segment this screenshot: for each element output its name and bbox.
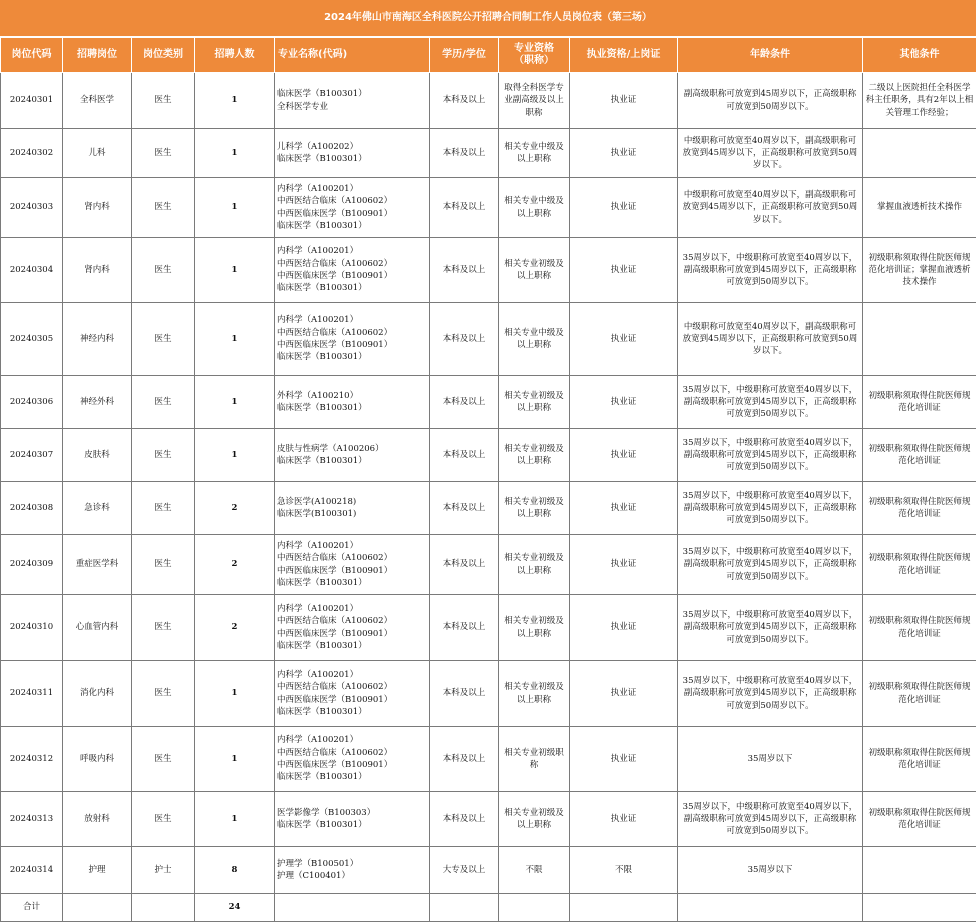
cell-other: 初级职称须取得住院医师规范化培训证 bbox=[863, 727, 976, 792]
cell-post: 全科医学 bbox=[63, 73, 132, 129]
cell-license: 执业证 bbox=[570, 73, 678, 129]
cell-major: 急诊医学(A100218) 临床医学(B100301) bbox=[275, 482, 430, 535]
cell-major: 内科学（A100201） 中西医结合临床（A100602） 中西医临床医学（B100901） 临床医学（B100301） bbox=[275, 303, 430, 376]
total-label: 合计 bbox=[1, 894, 63, 922]
cell-license: 执业证 bbox=[570, 238, 678, 303]
cell-count: 1 bbox=[195, 661, 275, 727]
table-row bbox=[1, 727, 976, 792]
cell-category: 医生 bbox=[132, 238, 195, 303]
cell-post: 重症医学科 bbox=[63, 535, 132, 595]
cell-count: 1 bbox=[195, 727, 275, 792]
cell-category: 医生 bbox=[132, 661, 195, 727]
cell-code: 20240314 bbox=[1, 847, 63, 894]
table-row bbox=[1, 376, 976, 429]
cell-qualification: 相关专业初级及以上职称 bbox=[499, 376, 570, 429]
cell-qualification: 相关专业中级及以上职称 bbox=[499, 178, 570, 238]
cell-qualification: 取得全科医学专业副高级及以上职称 bbox=[499, 73, 570, 129]
cell-other: 掌握血液透析技术操作 bbox=[863, 178, 976, 238]
cell-age: 35周岁以下，中级职称可放宽至40周岁以下，副高级职称可放宽到45周岁以下，正高级职称可放宽到50周岁以下。 bbox=[678, 376, 863, 429]
table-title: 2024年佛山市南海区全科医院公开招聘合同制工作人员岗位表（第三场） bbox=[0, 0, 976, 37]
cell-major: 护理学（B100501） 护理（C100401） bbox=[275, 847, 430, 894]
total-empty bbox=[499, 894, 570, 922]
cell-license: 执业证 bbox=[570, 661, 678, 727]
cell-category: 医生 bbox=[132, 727, 195, 792]
cell-qualification: 相关专业中级及以上职称 bbox=[499, 303, 570, 376]
cell-code: 20240313 bbox=[1, 792, 63, 847]
cell-age: 中级职称可放宽至40周岁以下，副高级职称可放宽到45周岁以下，正高级职称可放宽到50周岁以下。 bbox=[678, 129, 863, 178]
table-row bbox=[1, 535, 976, 595]
cell-qualification: 相关专业初级职称 bbox=[499, 727, 570, 792]
cell-post: 急诊科 bbox=[63, 482, 132, 535]
cell-other bbox=[863, 129, 976, 178]
cell-post: 神经内科 bbox=[63, 303, 132, 376]
cell-post: 神经外科 bbox=[63, 376, 132, 429]
header-qualification-line2: （职称） bbox=[514, 55, 554, 66]
cell-major: 内科学（A100201） 中西医结合临床（A100602） 中西医临床医学（B100901） 临床医学（B100301） bbox=[275, 595, 430, 661]
cell-post: 放射科 bbox=[63, 792, 132, 847]
table-row bbox=[1, 429, 976, 482]
cell-count: 1 bbox=[195, 178, 275, 238]
cell-qualification: 相关专业初级及以上职称 bbox=[499, 482, 570, 535]
cell-category: 医生 bbox=[132, 129, 195, 178]
cell-other: 初级职称须取得住院医师规范化培训证 bbox=[863, 429, 976, 482]
cell-count: 1 bbox=[195, 303, 275, 376]
cell-qualification: 相关专业初级及以上职称 bbox=[499, 238, 570, 303]
table-row bbox=[1, 178, 976, 238]
table-row bbox=[1, 238, 976, 303]
cell-major: 内科学（A100201） 中西医结合临床（A100602） 中西医临床医学（B100901） 临床医学（B100301） bbox=[275, 238, 430, 303]
cell-license: 执业证 bbox=[570, 429, 678, 482]
header-code: 岗位代码 bbox=[1, 38, 63, 73]
cell-education: 本科及以上 bbox=[430, 178, 499, 238]
total-empty bbox=[678, 894, 863, 922]
cell-other bbox=[863, 847, 976, 894]
cell-post: 呼吸内科 bbox=[63, 727, 132, 792]
cell-major: 外科学（A100210） 临床医学（B100301） bbox=[275, 376, 430, 429]
cell-post: 儿科 bbox=[63, 129, 132, 178]
table-row bbox=[1, 847, 976, 894]
cell-post: 肾内科 bbox=[63, 238, 132, 303]
header-post: 招聘岗位 bbox=[63, 38, 132, 73]
header-license: 执业资格/上岗证 bbox=[570, 38, 678, 73]
cell-age: 35周岁以下，中级职称可放宽至40周岁以下，副高级职称可放宽到45周岁以下，正高级职称可放宽到50周岁以下。 bbox=[678, 429, 863, 482]
table-row bbox=[1, 482, 976, 535]
cell-major: 内科学（A100201） 中西医结合临床（A100602） 中西医临床医学（B100901） 临床医学（B100301） bbox=[275, 727, 430, 792]
header-other: 其他条件 bbox=[863, 38, 976, 73]
cell-qualification: 相关专业初级及以上职称 bbox=[499, 792, 570, 847]
cell-qualification: 相关专业初级及以上职称 bbox=[499, 535, 570, 595]
cell-license: 不限 bbox=[570, 847, 678, 894]
header-age: 年龄条件 bbox=[678, 38, 863, 73]
cell-code: 20240310 bbox=[1, 595, 63, 661]
total-empty bbox=[863, 894, 976, 922]
cell-education: 本科及以上 bbox=[430, 482, 499, 535]
cell-major: 皮肤与性病学（A100206） 临床医学（B100301） bbox=[275, 429, 430, 482]
cell-category: 医生 bbox=[132, 535, 195, 595]
header-qualification-line1: 专业资格 bbox=[514, 43, 554, 54]
cell-qualification: 相关专业初级及以上职称 bbox=[499, 429, 570, 482]
header-row bbox=[1, 38, 976, 73]
cell-age: 中级职称可放宽至40周岁以下，副高级职称可放宽到45周岁以下，正高级职称可放宽到50周岁以下。 bbox=[678, 178, 863, 238]
cell-category: 医生 bbox=[132, 792, 195, 847]
cell-age: 中级职称可放宽至40周岁以下，副高级职称可放宽到45周岁以下，正高级职称可放宽到50周岁以下。 bbox=[678, 303, 863, 376]
cell-license: 执业证 bbox=[570, 129, 678, 178]
cell-education: 本科及以上 bbox=[430, 129, 499, 178]
cell-qualification: 相关专业初级及以上职称 bbox=[499, 661, 570, 727]
cell-age: 35周岁以下 bbox=[678, 727, 863, 792]
total-row bbox=[1, 894, 976, 922]
cell-license: 执业证 bbox=[570, 303, 678, 376]
table-row bbox=[1, 303, 976, 376]
cell-qualification: 相关专业中级及以上职称 bbox=[499, 129, 570, 178]
cell-license: 执业证 bbox=[570, 595, 678, 661]
cell-education: 本科及以上 bbox=[430, 238, 499, 303]
total-empty bbox=[275, 894, 430, 922]
total-empty bbox=[132, 894, 195, 922]
cell-license: 执业证 bbox=[570, 535, 678, 595]
cell-count: 1 bbox=[195, 238, 275, 303]
cell-category: 医生 bbox=[132, 482, 195, 535]
cell-age: 35周岁以下，中级职称可放宽至40周岁以下，副高级职称可放宽到45周岁以下，正高级职称可放宽到50周岁以下。 bbox=[678, 661, 863, 727]
cell-age: 35周岁以下 bbox=[678, 847, 863, 894]
cell-category: 医生 bbox=[132, 73, 195, 129]
header-count: 招聘人数 bbox=[195, 38, 275, 73]
cell-education: 本科及以上 bbox=[430, 376, 499, 429]
cell-code: 20240303 bbox=[1, 178, 63, 238]
total-empty bbox=[570, 894, 678, 922]
cell-other: 初级职称须取得住院医师规范化培训证；掌握血液透析技术操作 bbox=[863, 238, 976, 303]
cell-count: 2 bbox=[195, 595, 275, 661]
cell-category: 医生 bbox=[132, 178, 195, 238]
cell-license: 执业证 bbox=[570, 727, 678, 792]
cell-other: 初级职称须取得住院医师规范化培训证 bbox=[863, 595, 976, 661]
header-education: 学历/学位 bbox=[430, 38, 499, 73]
cell-education: 本科及以上 bbox=[430, 727, 499, 792]
cell-code: 20240301 bbox=[1, 73, 63, 129]
cell-post: 消化内科 bbox=[63, 661, 132, 727]
positions-table bbox=[0, 37, 976, 922]
cell-other: 初级职称须取得住院医师规范化培训证 bbox=[863, 376, 976, 429]
cell-education: 本科及以上 bbox=[430, 661, 499, 727]
cell-age: 35周岁以下，中级职称可放宽至40周岁以下，副高级职称可放宽到45周岁以下，正高级职称可放宽到50周岁以下。 bbox=[678, 595, 863, 661]
cell-post: 护理 bbox=[63, 847, 132, 894]
cell-count: 1 bbox=[195, 429, 275, 482]
table-row bbox=[1, 73, 976, 129]
cell-code: 20240312 bbox=[1, 727, 63, 792]
cell-code: 20240308 bbox=[1, 482, 63, 535]
cell-age: 35周岁以下，中级职称可放宽至40周岁以下，副高级职称可放宽到45周岁以下，正高级职称可放宽到50周岁以下。 bbox=[678, 238, 863, 303]
cell-other: 初级职称须取得住院医师规范化培训证 bbox=[863, 661, 976, 727]
cell-age: 35周岁以下，中级职称可放宽至40周岁以下，副高级职称可放宽到45周岁以下，正高级职称可放宽到50周岁以下。 bbox=[678, 792, 863, 847]
cell-education: 本科及以上 bbox=[430, 73, 499, 129]
cell-post: 皮肤科 bbox=[63, 429, 132, 482]
cell-education: 本科及以上 bbox=[430, 792, 499, 847]
cell-count: 1 bbox=[195, 73, 275, 129]
cell-category: 医生 bbox=[132, 595, 195, 661]
cell-code: 20240302 bbox=[1, 129, 63, 178]
header-major: 专业名称(代码) bbox=[275, 38, 430, 73]
cell-post: 肾内科 bbox=[63, 178, 132, 238]
cell-qualification: 不限 bbox=[499, 847, 570, 894]
cell-qualification: 相关专业初级及以上职称 bbox=[499, 595, 570, 661]
cell-other: 二级以上医院担任全科医学科主任职务，具有2年以上相关管理工作经验； bbox=[863, 73, 976, 129]
cell-license: 执业证 bbox=[570, 178, 678, 238]
cell-count: 2 bbox=[195, 535, 275, 595]
cell-education: 本科及以上 bbox=[430, 303, 499, 376]
cell-code: 20240311 bbox=[1, 661, 63, 727]
total-empty bbox=[63, 894, 132, 922]
total-count: 24 bbox=[195, 894, 275, 922]
cell-category: 医生 bbox=[132, 376, 195, 429]
cell-category: 护士 bbox=[132, 847, 195, 894]
cell-license: 执业证 bbox=[570, 482, 678, 535]
table-row bbox=[1, 661, 976, 727]
cell-count: 2 bbox=[195, 482, 275, 535]
cell-major: 内科学（A100201） 中西医结合临床（A100602） 中西医临床医学（B100901） 临床医学（B100301） bbox=[275, 661, 430, 727]
cell-age: 35周岁以下，中级职称可放宽至40周岁以下，副高级职称可放宽到45周岁以下，正高级职称可放宽到50周岁以下。 bbox=[678, 535, 863, 595]
cell-other: 初级职称须取得住院医师规范化培训证 bbox=[863, 535, 976, 595]
cell-category: 医生 bbox=[132, 429, 195, 482]
cell-other bbox=[863, 303, 976, 376]
cell-education: 本科及以上 bbox=[430, 535, 499, 595]
table-row bbox=[1, 595, 976, 661]
cell-license: 执业证 bbox=[570, 792, 678, 847]
cell-code: 20240304 bbox=[1, 238, 63, 303]
cell-code: 20240309 bbox=[1, 535, 63, 595]
cell-code: 20240307 bbox=[1, 429, 63, 482]
cell-code: 20240306 bbox=[1, 376, 63, 429]
cell-count: 1 bbox=[195, 129, 275, 178]
header-qualification bbox=[499, 38, 570, 73]
table-row bbox=[1, 129, 976, 178]
cell-education: 本科及以上 bbox=[430, 595, 499, 661]
cell-other: 初级职称须取得住院医师规范化培训证 bbox=[863, 792, 976, 847]
cell-major: 儿科学（A100202） 临床医学（B100301） bbox=[275, 129, 430, 178]
cell-count: 1 bbox=[195, 376, 275, 429]
cell-major: 医学影像学（B100303） 临床医学（B100301） bbox=[275, 792, 430, 847]
cell-education: 大专及以上 bbox=[430, 847, 499, 894]
cell-major: 临床医学（B100301） 全科医学专业 bbox=[275, 73, 430, 129]
cell-count: 1 bbox=[195, 792, 275, 847]
cell-category: 医生 bbox=[132, 303, 195, 376]
header-category: 岗位类别 bbox=[132, 38, 195, 73]
cell-post: 心血管内科 bbox=[63, 595, 132, 661]
cell-other: 初级职称须取得住院医师规范化培训证 bbox=[863, 482, 976, 535]
cell-education: 本科及以上 bbox=[430, 429, 499, 482]
cell-major: 内科学（A100201） 中西医结合临床（A100602） 中西医临床医学（B100901） 临床医学（B100301） bbox=[275, 178, 430, 238]
cell-age: 35周岁以下，中级职称可放宽至40周岁以下，副高级职称可放宽到45周岁以下，正高级职称可放宽到50周岁以下。 bbox=[678, 482, 863, 535]
cell-count: 8 bbox=[195, 847, 275, 894]
table-row bbox=[1, 792, 976, 847]
cell-major: 内科学（A100201） 中西医结合临床（A100602） 中西医临床医学（B100901） 临床医学（B100301） bbox=[275, 535, 430, 595]
cell-age: 副高级职称可放宽到45周岁以下，正高级职称可放宽到50周岁以下。 bbox=[678, 73, 863, 129]
total-empty bbox=[430, 894, 499, 922]
cell-license: 执业证 bbox=[570, 376, 678, 429]
cell-code: 20240305 bbox=[1, 303, 63, 376]
